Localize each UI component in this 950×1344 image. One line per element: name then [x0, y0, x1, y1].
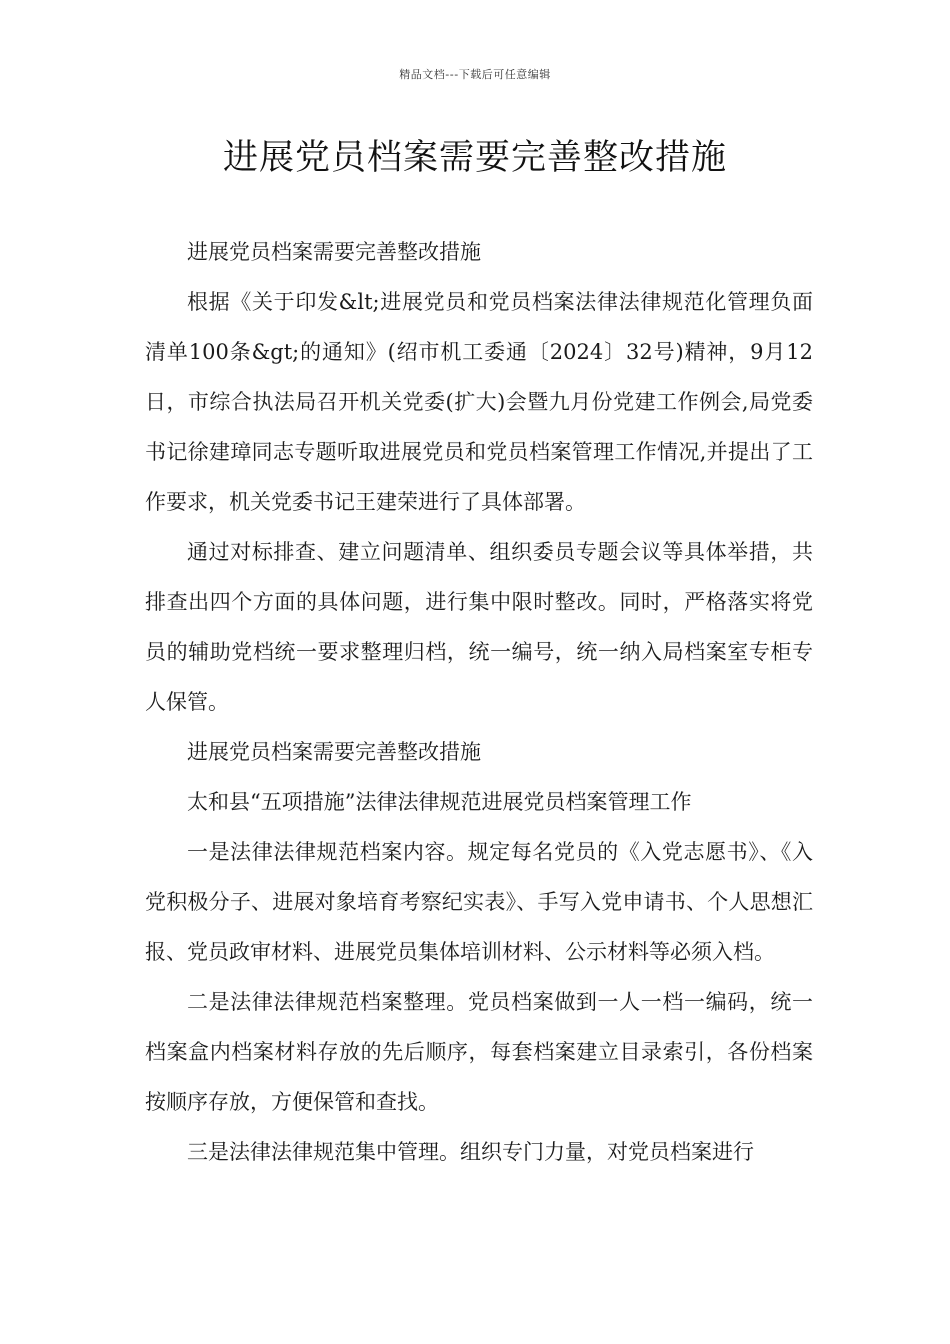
paragraph: 根据《关于印发&lt;进展党员和党员档案法律法律规范化管理负面清单100条&gt;的通知》(绍市机工委通〔2024〕32号)精神，9月12日，市综合执法局召开机关党委(扩大)会暨九月份党建工作例会,局党委书记徐建璋同志专题听取进展党员和党员档案管理工作情况,并提出了工作要求，机关党委书记王建荣进行了具体部署。 — [145, 290, 813, 514]
paragraph: 太和县“五项措施”法律法律规范进展党员档案管理工作 — [187, 790, 692, 814]
paragraph: 进展党员档案需要完善整改措施 — [187, 740, 481, 764]
paragraph: 通过对标排查、建立问题清单、组织委员专题会议等具体举措，共排查出四个方面的具体问题，进行集中限时整改。同时，严格落实将党员的辅助党档统一要求整理归档，统一编号，统一纳入局档案室专柜专人保管。 — [145, 540, 813, 714]
paragraph: 进展党员档案需要完善整改措施 — [187, 240, 481, 264]
header-note: 精品文档---下载后可任意编辑 — [399, 68, 551, 81]
paragraph: 三是法律法律规范集中管理。组织专门力量，对党员档案进行 — [187, 1140, 754, 1164]
paragraph: 一是法律法律规范档案内容。规定每名党员的《入党志愿书》、《入党积极分子、进展对象培育考察纪实表》、手写入党申请书、个人思想汇报、党员政审材料、进展党员集体培训材料、公示材料等必须入档。 — [145, 840, 813, 964]
paragraph: 二是法律法律规范档案整理。党员档案做到一人一档一编码，统一档案盒内档案材料存放的先后顺序，每套档案建立目录索引，各份档案按顺序存放，方便保管和查找。 — [145, 990, 813, 1114]
document-body — [145, 227, 813, 1177]
document-title: 进展党员档案需要完善整改措施 — [222, 138, 727, 178]
